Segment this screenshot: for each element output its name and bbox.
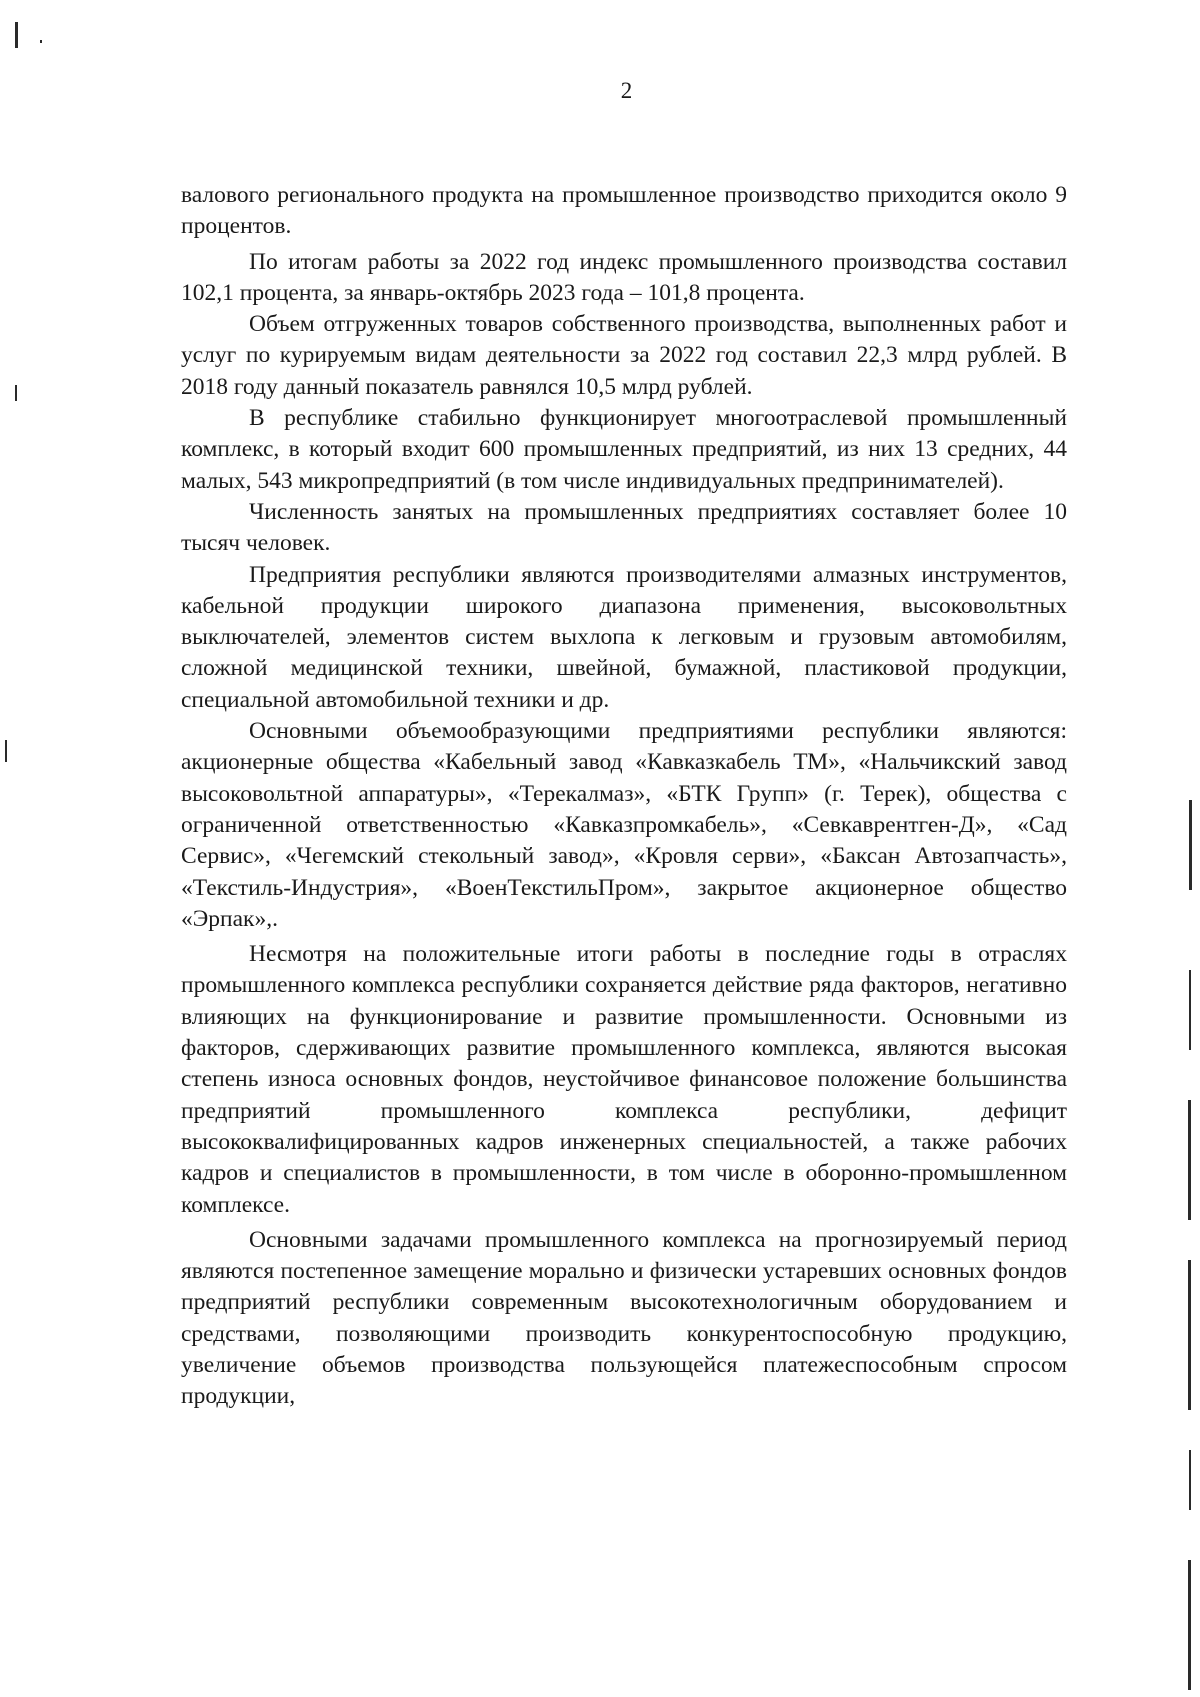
scan-artifact xyxy=(1189,800,1192,890)
scan-artifact xyxy=(15,22,18,48)
page-number: 2 xyxy=(620,78,633,103)
scan-artifact xyxy=(40,40,42,43)
scan-artifact xyxy=(1188,1100,1191,1220)
paragraph-employment: Численность занятых на промышленных предприятиях составляет более 10 тысяч человек. xyxy=(181,498,1067,557)
paragraph-production-index: По итогам работы за 2022 год индекс промышленного производства составил 102,1 процента, за январь-октябрь 2023 года – 101,8 процента. xyxy=(181,248,1068,306)
scan-artifact xyxy=(1189,970,1191,1050)
paragraph-industrial-complex: В республике стабильно функционирует многоотраслевой промышленный комплекс, в который входит 600 промышленных предприятий, из них 13 средних, 44 малых, 543 микропредприятий (в том числе индивидуальных предпринимателей). xyxy=(181,405,1067,494)
scan-artifact xyxy=(15,385,17,401)
paragraph-continuation: валового регионального продукта на промышленное производство приходится около 9 процентов. xyxy=(181,182,1067,240)
paragraph-main-enterprises: Основными объемообразующими предприятиями республики являются: акционерные общества «Кабельный завод «Кавказкабель ТМ», «Нальчикский завод высоковольтной аппаратуры», «Терекалмаз», «БТК Групп» (г. Терек), общества с ограниченной ответственностью «Кавказпромкабель», «Севкаврентген-Д», «Сад Сервис», «Чегемский стекольный завод», «Кровля серви», «Баксан Автозапчасть», «Текстиль-Индустрия», «ВоенТекстильПром», закрытое акционерное общество «Эрпак»,. xyxy=(181,718,1068,932)
paragraph-negative-factors: Несмотря на положительные итоги работы в последние годы в отраслях промышленного комплекса республики сохраняется действие ряда факторов, негативно влияющих на функционирование и развитие промышленности. Основными из факторов, сдерживающих развитие промышленного комплекса, являются высокая степень износа основных фондов, неустойчивое финансовое положение большинства предприятий промышленного комплекса республики, дефицит высококвалифицированных кадров инженерных специальностей, а также рабочих кадров и специалистов в промышленности, в том числе в оборонно-промышленном комплексе. xyxy=(181,941,1068,1218)
document-body xyxy=(181,180,1067,1413)
paragraph-shipped-goods: Объем отгруженных товаров собственного производства, выполненных работ и услуг по курируемым видам деятельности за 2022 год составил 22,3 млрд рублей. В 2018 году данный показатель равнялся 10,5 млрд рублей. xyxy=(181,311,1067,400)
scan-artifact xyxy=(1189,1450,1191,1510)
paragraph-products: Предприятия республики являются производителями алмазных инструментов, кабельной продукции широкого диапазона применения, высоковольтных выключателей, элементов систем выхлопа к легковым и грузовым автомобилям, сложной медицинской техники, швейной, бумажной, пластиковой продукции, специальной автомобильной техники и др. xyxy=(181,561,1067,713)
paragraph-main-tasks: Основными задачами промышленного комплекса на прогнозируемый период являются постепенное замещение морально и физически устаревших основных фондов предприятий республики современным высокотехнологичным оборудованием и средствами, позволяющими производить конкурентоспособную продукцию, увеличение объемов производства пользующейся платежеспособным спросом продукции, xyxy=(181,1226,1068,1410)
scan-artifact xyxy=(1188,1260,1191,1410)
scan-artifact xyxy=(5,740,7,762)
scan-artifact xyxy=(1188,1560,1191,1690)
